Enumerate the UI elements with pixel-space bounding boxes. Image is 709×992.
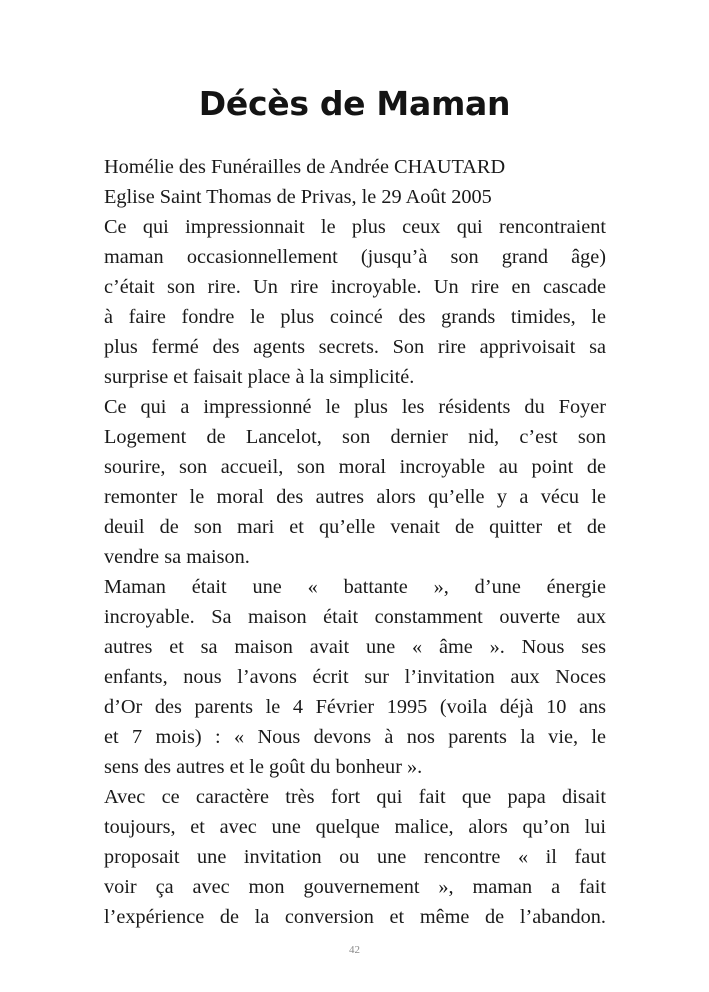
paragraph-2-line: Ce qui a impressionné le plus les résidents du Foyer xyxy=(104,396,606,418)
paragraph-1-line: plus fermé des agents secrets. Son rire apprivoisait sa xyxy=(104,336,606,358)
page-title: Décès de Maman xyxy=(198,84,511,123)
paragraph-2-line: Logement de Lancelot, son dernier nid, c’est son xyxy=(104,426,606,448)
paragraph-4-line: voir ça avec mon gouvernement », maman a fait xyxy=(104,876,606,898)
paragraph-4-line: l’expérience de la conversion et même de l’abandon. xyxy=(104,906,606,928)
header-line: Eglise Saint Thomas de Privas, le 29 Août 2005 xyxy=(104,186,492,208)
paragraph-4-line: Avec ce caractère très fort qui fait que papa disait xyxy=(104,786,606,808)
paragraph-2-line: sourire, son accueil, son moral incroyable au point de xyxy=(104,456,606,478)
paragraph-3-line: incroyable. Sa maison était constamment ouverte aux xyxy=(104,606,606,628)
paragraph-3-line: Maman était une « battante », d’une énergie xyxy=(104,576,606,598)
paragraph-3-line: enfants, nous l’avons écrit sur l’invitation aux Noces xyxy=(104,666,606,688)
page-number: 42 xyxy=(349,944,360,956)
body-text xyxy=(104,152,606,932)
paragraph-2-line: deuil de son mari et qu’elle venait de quitter et de xyxy=(104,516,606,538)
paragraph-1-line: surprise et faisait place à la simplicité. xyxy=(104,366,415,388)
paragraph-3-line: d’Or des parents le 4 Février 1995 (voila déjà 10 ans xyxy=(104,696,606,718)
paragraph-4-line: toujours, et avec une quelque malice, alors qu’on lui xyxy=(104,816,606,838)
paragraph-3-line: autres et sa maison avait une « âme ». Nous ses xyxy=(104,636,606,658)
paragraph-3-line: sens des autres et le goût du bonheur ». xyxy=(104,756,423,778)
paragraph-1-line: c’était son rire. Un rire incroyable. Un rire en cascade xyxy=(104,276,606,298)
paragraph-4-line: proposait une invitation ou une rencontre « il faut xyxy=(104,846,606,868)
paragraph-1-line: Ce qui impressionnait le plus ceux qui rencontraient xyxy=(104,216,606,238)
paragraph-1-line: maman occasionnellement (jusqu’à son grand âge) xyxy=(104,246,606,268)
paragraph-1-line: à faire fondre le plus coincé des grands timides, le xyxy=(104,306,606,328)
paragraph-2-line: vendre sa maison. xyxy=(104,546,250,568)
paragraph-3-line: et 7 mois) : « Nous devons à nos parents la vie, le xyxy=(104,726,606,748)
header-line: Homélie des Funérailles de Andrée CHAUTARD xyxy=(104,156,506,178)
paragraph-2-line: remonter le moral des autres alors qu’elle y a vécu le xyxy=(104,486,606,508)
